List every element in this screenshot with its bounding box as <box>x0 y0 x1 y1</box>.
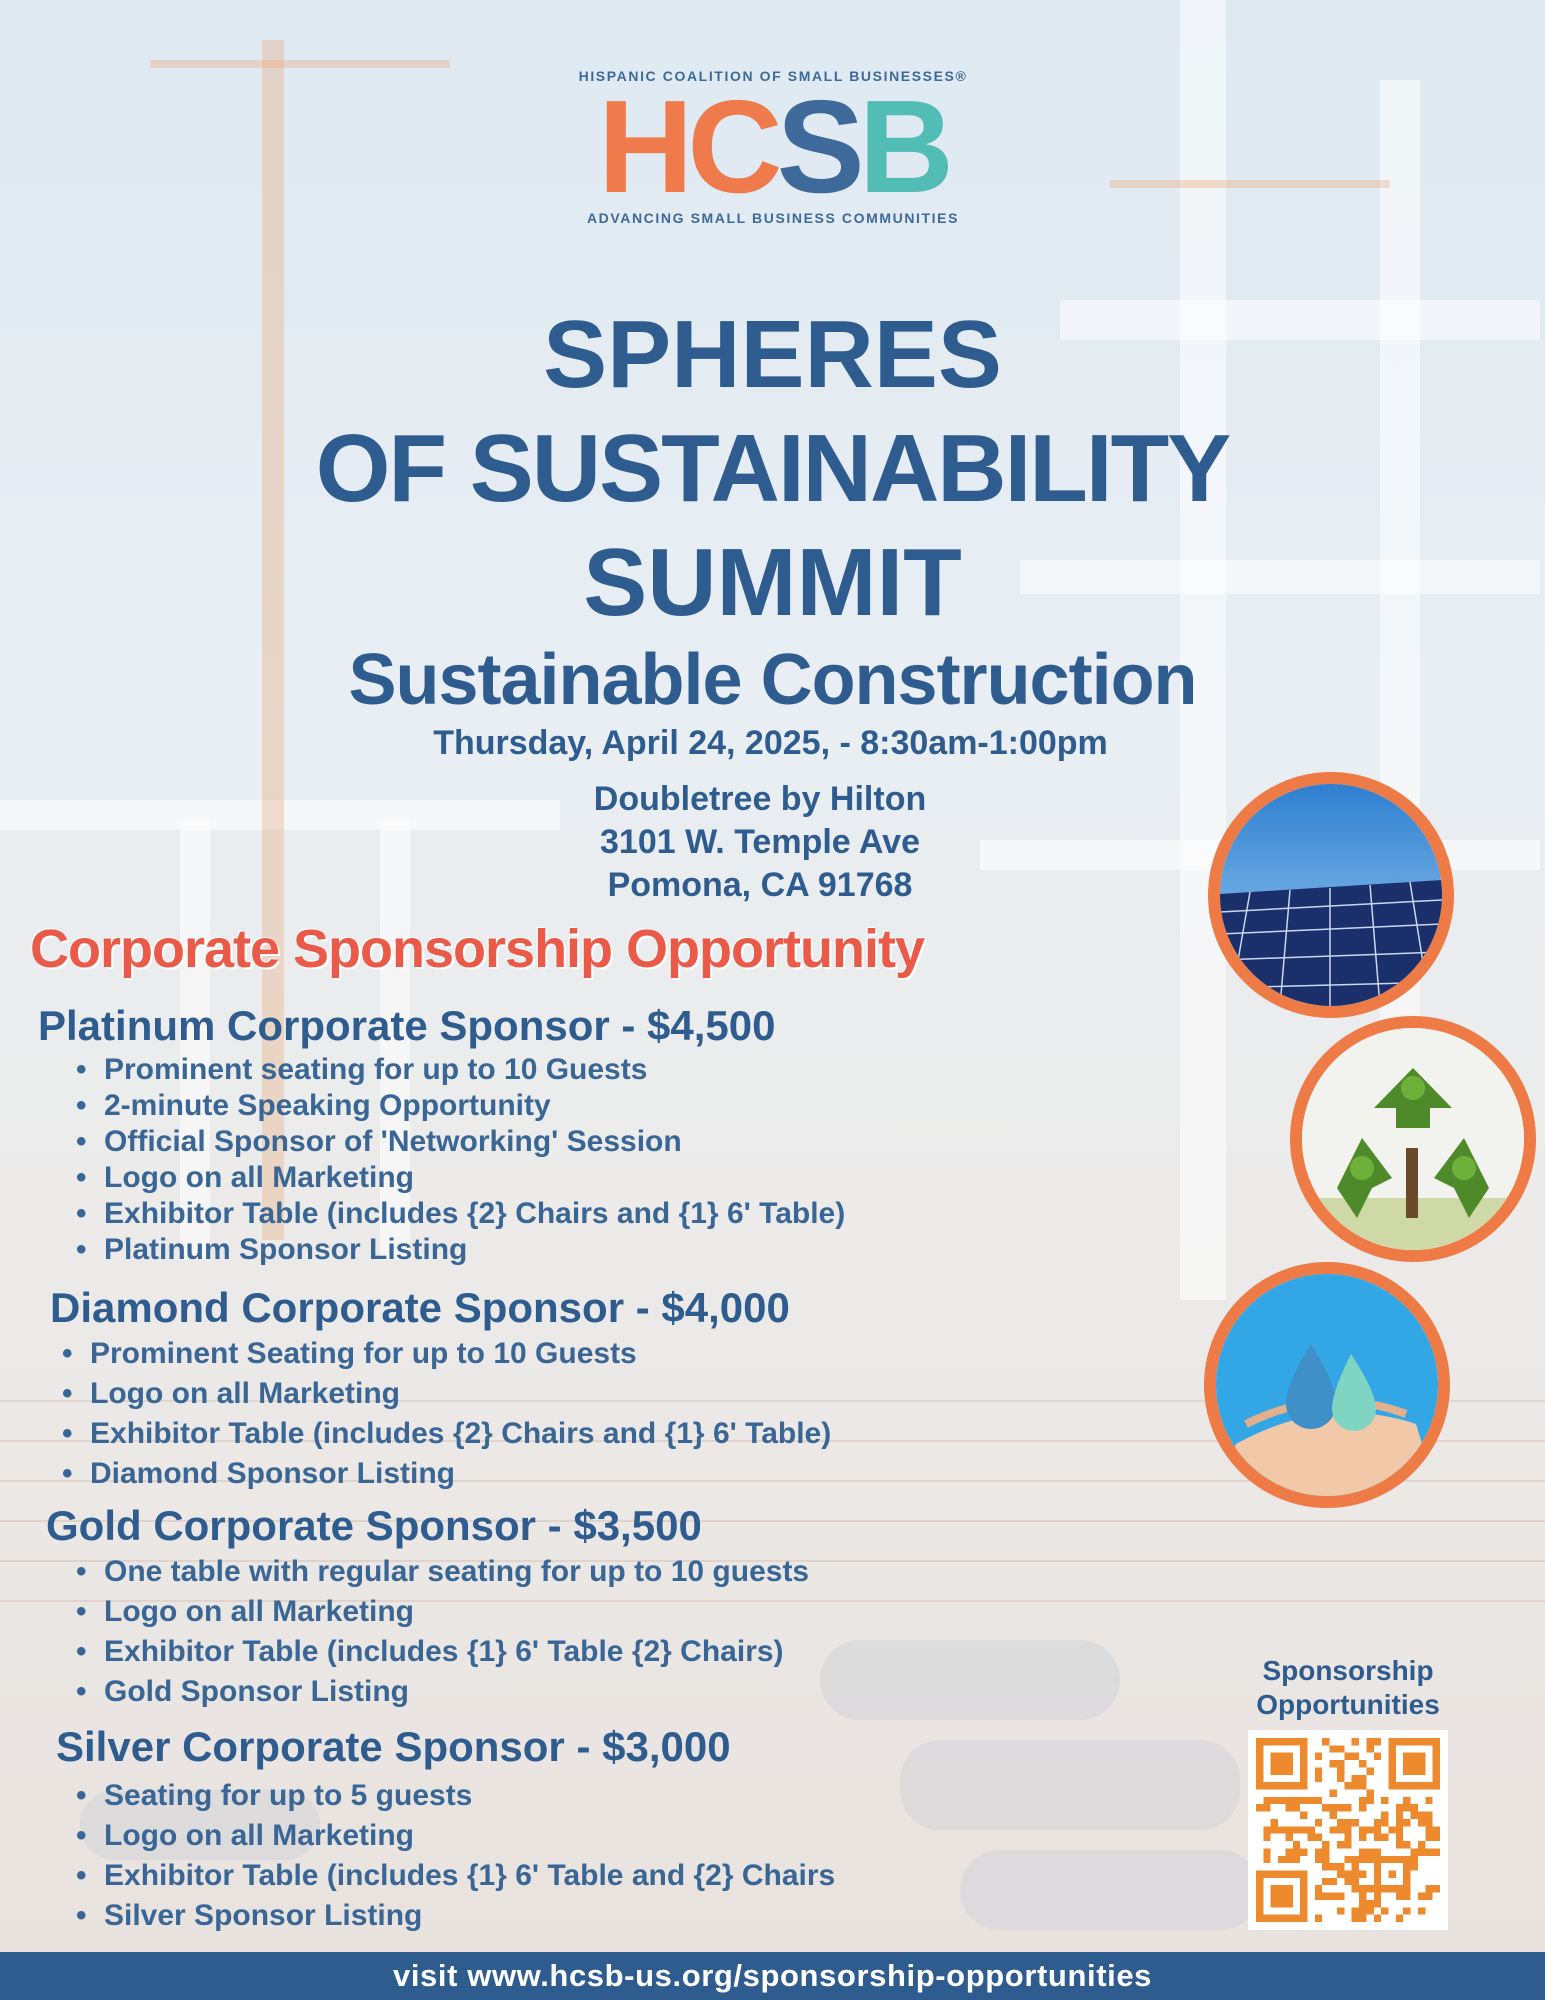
benefit-item: • Platinum Sponsor Listing <box>70 1232 845 1268</box>
benefit-item: • One table with regular seating for up to 10 guests <box>70 1552 809 1592</box>
tier-title: Gold Corporate Sponsor - $3,500 <box>46 1502 702 1549</box>
tier-gold <box>46 1500 809 1712</box>
sponsorship-heading: Corporate Sponsorship Opportunity <box>30 919 924 979</box>
benefit-item: • Silver Sponsor Listing <box>70 1896 835 1936</box>
tier-silver <box>56 1718 835 1936</box>
benefit-item: • Diamond Sponsor Listing <box>56 1454 831 1494</box>
tier-title: Diamond Corporate Sponsor - $4,000 <box>50 1284 790 1331</box>
recycle-tree-image <box>1290 1016 1536 1262</box>
benefit-item: • Prominent Seating for up to 10 Guests <box>56 1334 831 1374</box>
tier-title: Platinum Corporate Sponsor - $4,500 <box>38 1002 776 1049</box>
solar-panels-image <box>1208 772 1454 1018</box>
benefit-item: • Gold Sponsor Listing <box>70 1672 809 1712</box>
venue-city: Pomona, CA 91768 <box>607 866 913 904</box>
qr-title: Sponsorship Opportunities <box>1256 1655 1440 1720</box>
event-date: Thursday, April 24, 2025, - 8:30am-1:00pm <box>433 724 1108 762</box>
benefit-item: • Logo on all Marketing <box>70 1592 809 1632</box>
event-title-line-1: SPHERES <box>543 301 1002 408</box>
tier-platinum <box>38 1000 845 1268</box>
benefit-item: • Logo on all Marketing <box>70 1816 835 1856</box>
venue-name: Doubletree by Hilton <box>593 780 927 818</box>
tier-title: Silver Corporate Sponsor - $3,000 <box>56 1723 731 1770</box>
benefit-item: • Exhibitor Table (includes {2} Chairs and {1} 6' Table) <box>70 1196 845 1232</box>
event-title-line-2: OF SUSTAINABILITY <box>315 415 1230 522</box>
benefit-item: • Exhibitor Table (includes {2} Chairs and {1} 6' Table) <box>56 1414 831 1454</box>
benefit-item: • Logo on all Marketing <box>56 1374 831 1414</box>
logo-tagline-top: HISPANIC COALITION OF SMALL BUSINESSES® <box>578 68 968 84</box>
event-title-line-3: SUMMIT <box>583 529 962 636</box>
event-venue <box>560 778 960 907</box>
venue-street: 3101 W. Temple Ave <box>600 823 920 861</box>
water-drops-hands-image <box>1204 1262 1450 1508</box>
benefit-item: • Prominent seating for up to 10 Guests <box>70 1052 845 1088</box>
benefit-item: • Seating for up to 5 guests <box>70 1776 835 1816</box>
benefit-item: • Exhibitor Table (includes {1} 6' Table and {2} Chairs <box>70 1856 835 1896</box>
benefit-item: • Exhibitor Table (includes {1} 6' Table {2} Chairs) <box>70 1632 809 1672</box>
logo-letters: HCSB <box>597 73 949 220</box>
benefit-item: • Official Sponsor of 'Networking' Session <box>70 1124 845 1160</box>
footer-url-bar[interactable]: visit www.hcsb-us.org/sponsorship-opportunities <box>0 1952 1545 2000</box>
benefit-item: • Logo on all Marketing <box>70 1160 845 1196</box>
hcsb-logo <box>548 68 998 268</box>
tier-diamond <box>50 1282 831 1494</box>
logo-tagline-bottom: ADVANCING SMALL BUSINESS COMMUNITIES <box>586 210 960 226</box>
benefit-item: • 2-minute Speaking Opportunity <box>70 1088 845 1124</box>
event-subtitle: Sustainable Construction <box>348 640 1197 720</box>
qr-code[interactable] <box>1248 1730 1448 1930</box>
